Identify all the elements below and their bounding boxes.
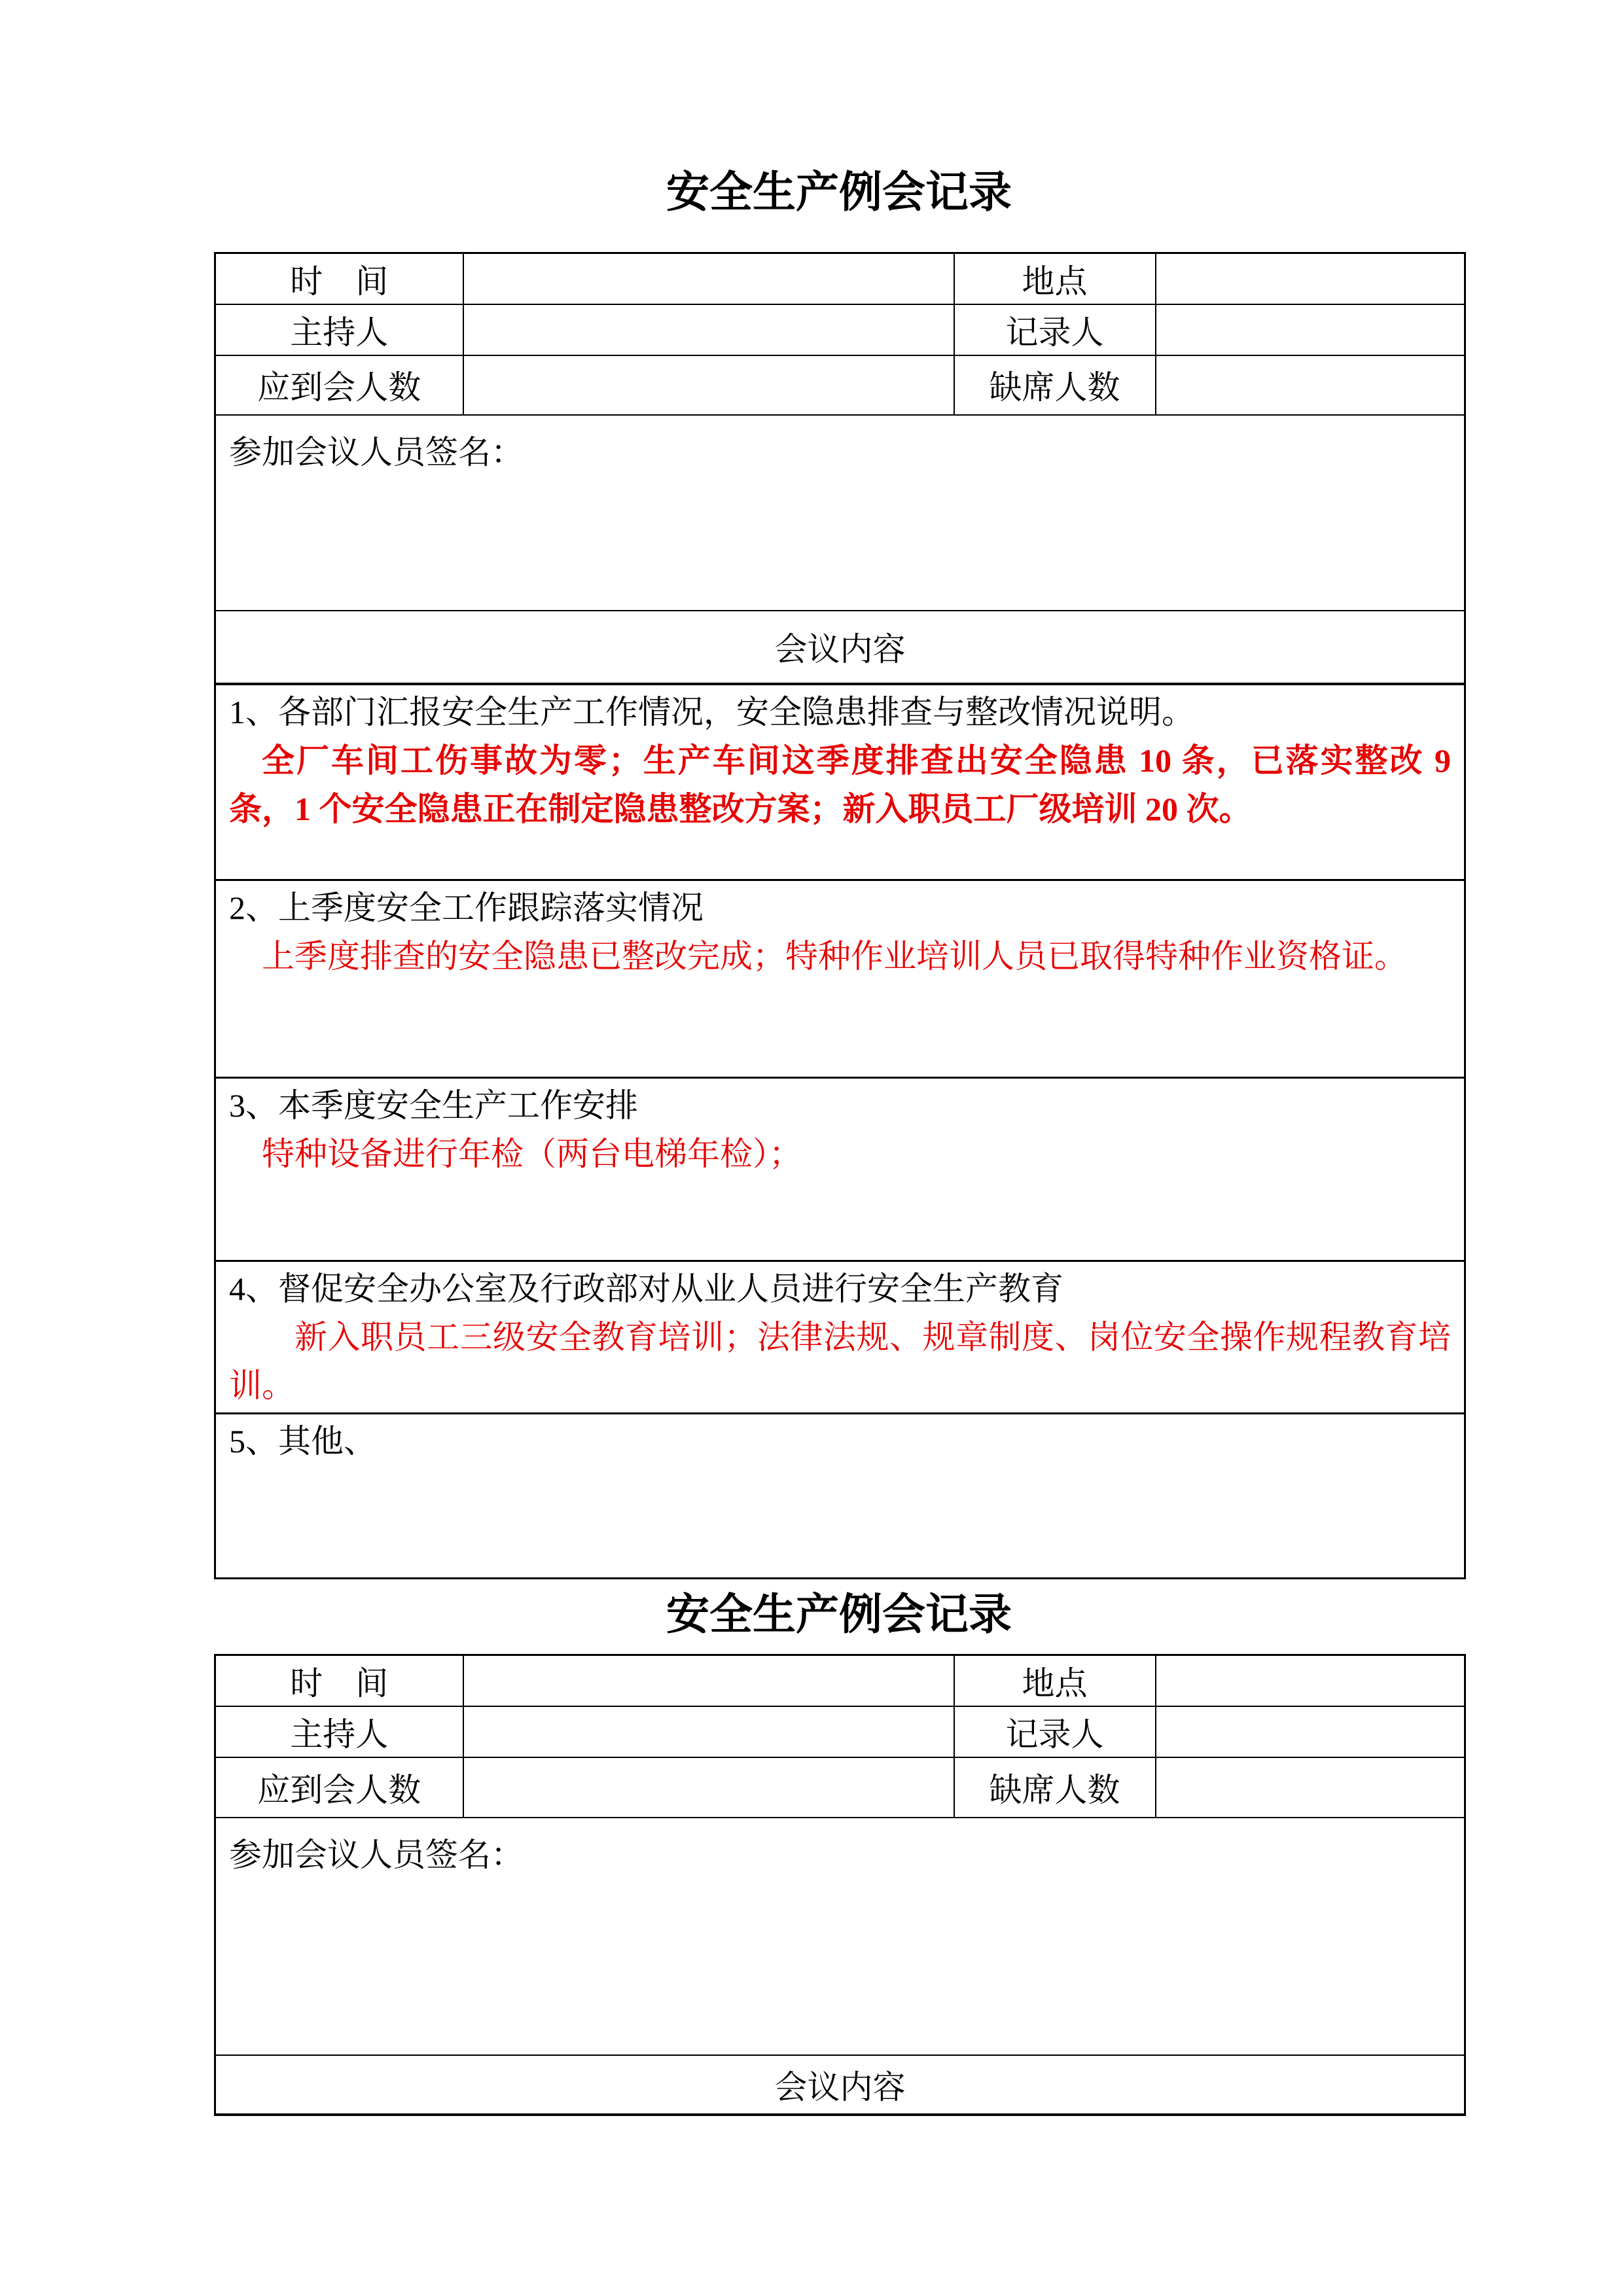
absent-count-label-cell: 缺席人数 <box>954 1757 1156 1818</box>
location-label-cell: 地点 <box>954 253 1156 304</box>
table-row <box>215 304 1465 355</box>
agenda-item-5-cell <box>215 1414 1465 1579</box>
agenda-item-5-row <box>215 1414 1465 1579</box>
agenda-item-3-cell <box>215 1078 1465 1261</box>
agenda-item-4-detail: 新入职员工三级安全教育培训；法律法规、规章制度、岗位安全操作规程教育培训。 <box>229 1319 1451 1404</box>
time-label-cell: 时 间 <box>215 253 463 304</box>
time-value-cell <box>463 253 954 304</box>
expected-attendees-value-cell <box>463 1757 954 1818</box>
table-row <box>215 1706 1465 1757</box>
agenda-item-2-detail: 上季度排查的安全隐患已整改完成；特种作业培训人员已取得特种作业资格证。 <box>262 938 1407 975</box>
absent-count-value-cell <box>1156 1757 1465 1818</box>
signature-cell: 参加会议人员签名： <box>215 415 1465 611</box>
content-header-cell: 会议内容 <box>215 611 1465 684</box>
host-value-cell <box>463 304 954 355</box>
absent-count-value-cell <box>1156 355 1465 415</box>
record-title-2: 安全生产例会记录 <box>666 1591 1012 1639</box>
expected-attendees-label-cell: 应到会人数 <box>215 355 463 415</box>
recorder-value-cell <box>1156 304 1465 355</box>
table-row <box>215 1818 1465 2055</box>
host-label-cell: 主持人 <box>215 1706 463 1757</box>
agenda-item-5-heading: 5、其他、 <box>229 1423 376 1460</box>
table-row <box>215 253 1465 304</box>
agenda-item-4-row <box>215 1261 1465 1414</box>
location-label-cell: 地点 <box>954 1655 1156 1706</box>
table-row <box>215 2055 1465 2115</box>
meeting-record-table-1 <box>214 252 1466 1579</box>
absent-count-label-cell: 缺席人数 <box>954 355 1156 415</box>
signature-cell: 参加会议人员签名： <box>215 1818 1465 2055</box>
table-row <box>215 415 1465 611</box>
meeting-record-table-2 <box>214 1654 1466 2116</box>
expected-attendees-value-cell <box>463 355 954 415</box>
location-value-cell <box>1156 1655 1465 1706</box>
agenda-item-1-row <box>215 684 1465 880</box>
expected-attendees-label-cell: 应到会人数 <box>215 1757 463 1818</box>
agenda-item-1-cell <box>215 684 1465 880</box>
agenda-item-3-detail: 特种设备进行年检（两台电梯年检）； <box>262 1136 802 1172</box>
content-header-cell: 会议内容 <box>215 2055 1465 2115</box>
agenda-item-2-cell <box>215 880 1465 1078</box>
host-label-cell: 主持人 <box>215 304 463 355</box>
agenda-item-2-heading: 2、上季度安全工作跟踪落实情况 <box>229 889 704 926</box>
recorder-label-cell: 记录人 <box>954 304 1156 355</box>
agenda-item-2-row <box>215 880 1465 1078</box>
recorder-label-cell: 记录人 <box>954 1706 1156 1757</box>
record-title-1: 安全生产例会记录 <box>666 169 1012 217</box>
agenda-item-1-detail: 全厂车间工伤事故为零；生产车间这季度排查出安全隐患 10 条，已落实整改 9 条，1 个安全隐患正在制定隐患整改方案；新入职员工厂级培训 20 次。 <box>229 742 1451 827</box>
time-value-cell <box>463 1655 954 1706</box>
agenda-item-4-cell <box>215 1261 1465 1414</box>
table-row <box>215 611 1465 684</box>
agenda-item-3-row <box>215 1078 1465 1261</box>
agenda-item-3-heading: 3、本季度安全生产工作安排 <box>229 1087 638 1124</box>
host-value-cell <box>463 1706 954 1757</box>
table-row <box>215 1655 1465 1706</box>
agenda-item-4-heading: 4、督促安全办公室及行政部对从业人员进行安全生产教育 <box>229 1270 1063 1307</box>
agenda-item-1-heading: 1、各部门汇报安全生产工作情况，安全隐患排查与整改情况说明。 <box>229 693 1194 730</box>
recorder-value-cell <box>1156 1706 1465 1757</box>
table-row <box>215 1757 1465 1818</box>
time-label-cell: 时 间 <box>215 1655 463 1706</box>
table-row <box>215 355 1465 415</box>
location-value-cell <box>1156 253 1465 304</box>
